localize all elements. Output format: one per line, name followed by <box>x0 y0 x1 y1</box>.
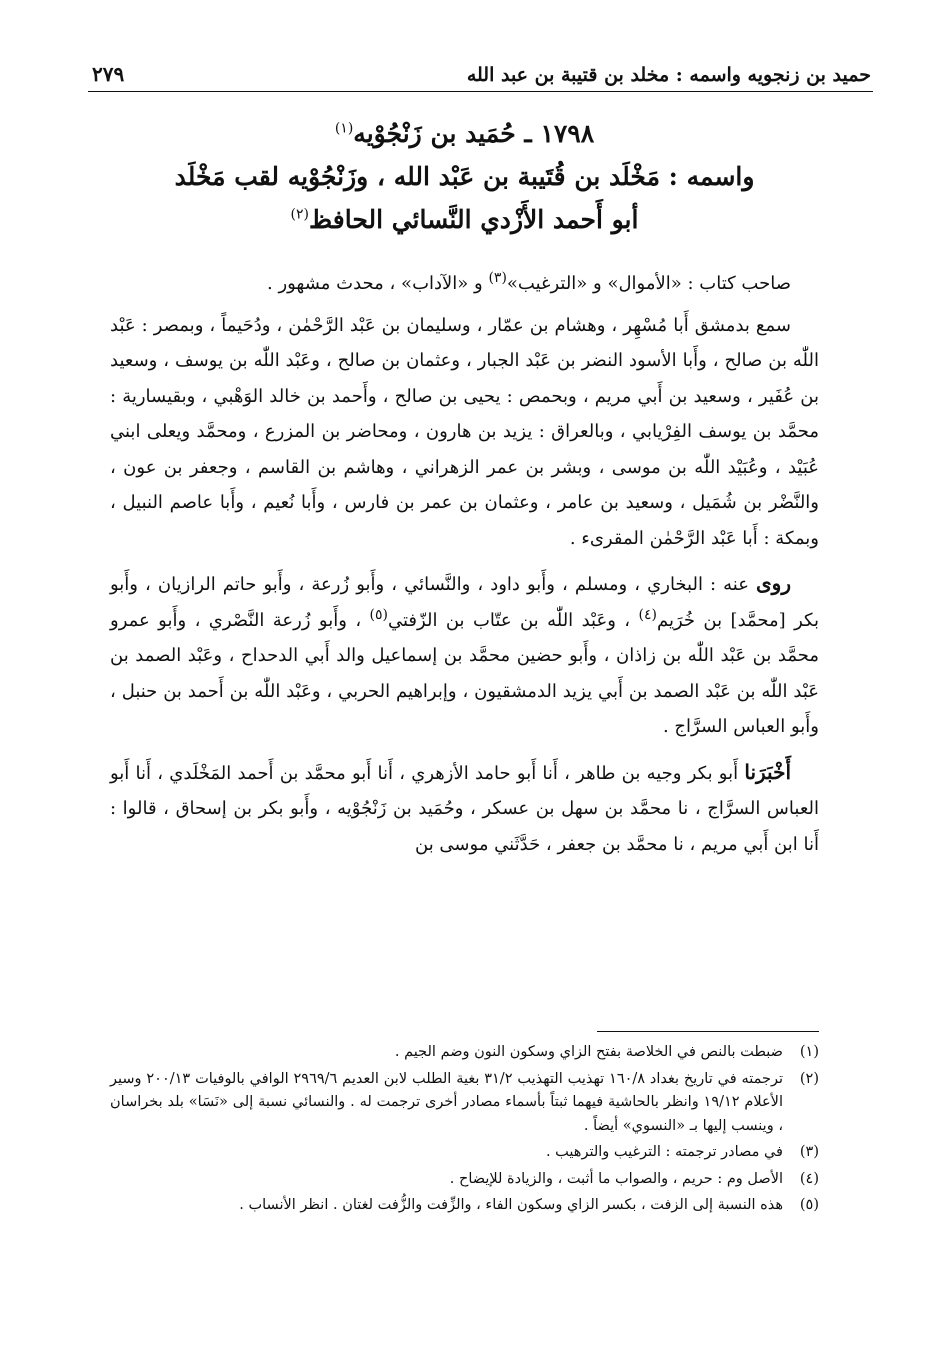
running-header <box>92 52 871 86</box>
header-rule <box>88 91 873 92</box>
page-number: ٢٧٩ <box>92 62 125 86</box>
entry-heading <box>110 112 819 241</box>
narrated-text-a: عنه : البخاري ، ومسلم ، وأَبو داود ، والنَّسائي ، وأَبو زُرعة ، وأَبو حاتم الرازيان ، وأَبو بكر [محمَّد] بن خُرَيم <box>110 574 819 631</box>
footnote-number: (٣) <box>799 1144 819 1160</box>
footnote-ref-3: (٣) <box>488 270 507 286</box>
running-title: حميد بن زنجويه واسمه : مخلد بن قتيبة بن عبد الله <box>466 64 871 86</box>
footnote <box>110 1194 819 1218</box>
footnote-text: ضبطت بالنص في الخلاصة بفتح الزاي وسكون النون وضم الجيم . <box>394 1044 783 1060</box>
heading-line-3-text: أبو أَحمد الأَزْدي النَّسائي الحافظ <box>309 205 639 234</box>
footnote-number: (٥) <box>799 1197 819 1213</box>
footnote-number: (١) <box>799 1044 819 1060</box>
footnote <box>110 1168 819 1192</box>
intro-paragraph <box>110 266 819 302</box>
narrated-text-b: ، وعَبْد اللّٰه بن عتّاب بن الزّفتي <box>388 609 639 631</box>
isnad-paragraph <box>110 755 819 863</box>
footnote-ref-2: (٢) <box>290 206 310 223</box>
narrated-lead-word: روى <box>756 571 791 595</box>
main-text <box>110 266 819 872</box>
footnote <box>110 1141 819 1165</box>
informed-text: أَبو بكر وجيه بن طاهر ، أَنا أَبو حامد الأزهري ، أَنا أَبو محمَّد بن أَحمد المَخْلَدي ، أَنا أَبو العباس السرَّاج ، نا محمَّد بن سهل بن عسكر ، وحُمَيد بن زَنْجُوْيه ، وأَبو بكر بن إسحاق ، قالوا : أَنا ابن أَبي مريم ، نا محمَّد بن جعفر ، حَدَّثَني موسى بن <box>110 762 819 855</box>
footnote-separator <box>597 1031 819 1032</box>
footnotes <box>110 1041 819 1221</box>
informed-lead-word: أَخْبَرَنا <box>744 759 791 784</box>
heading-line-1 <box>110 112 819 155</box>
footnote-number: (٤) <box>799 1170 819 1187</box>
students-paragraph <box>110 566 819 745</box>
footnote-ref-1: (١) <box>334 120 354 137</box>
teachers-paragraph: سمع بدمشق أَبا مُسْهِر ، وهشام بن عمّار ، وسليمان بن عَبْد الرَّحْمٰن ، ودُحَيماً ، وبمصر : عَبْد اللّٰه بن صالح ، وأَبا الأسود النضر بن عَبْد الجبار ، وعثمان بن صالح ، وعَبْد اللّٰه بن يوسف ، وسعيد بن عُفَير ، وسعيد بن أَبي مريم ، وبحمص : يحيى بن صالح ، وأَحمد بن خالد الوَهْبي ، وبقيسارية : محمَّد بن يوسف الفِرْيابي ، وبالعراق : يزيد بن هارون ، ومحاضر بن المزرع ، ومحمَّد ويعلى ابني عُبَيْد ، وعُبَيْد اللّٰه بن موسى ، وبشر بن عمر الزهراني ، وهاشم بن القاسم ، وجعفر بن عون ، والنَّضْر بن شُمَيل ، وسعيد بن عامر ، وعثمان بن عمر بن فارس ، وأَبا نُعيم ، وأَبا عاصم النبيل ، وبمكة : أَبا عَبْد الرَّحْمٰن المقرىء . <box>110 314 819 549</box>
intro-text-b: و «الآداب» ، محدث مشهور . <box>267 273 489 294</box>
footnote-number: (٢) <box>799 1070 819 1087</box>
footnote-text: ترجمته في تاريخ بغداد ١٦٠/٨ تهذيب التهذيب ٣١/٢ بغية الطلب لابن العديم ٢٩٦٩/٦ الوافي بالوفيات ٢٠٠/١٣ وسير الأعلام ١٩/١٢ وانظر بالحاشية فيهما ثبتاً بأسماء مصادر أخرى ترجمت له . والنسائي نسبة إلى «نَسَا» بلد بخراسان ، وينسب إليها بـ «النسوي» أيضاً . <box>110 1070 784 1134</box>
footnote-text: في مصادر ترجمته : الترغيب والترهيب . <box>545 1144 783 1160</box>
heading-line-1-text: ١٧٩٨ ـ حُمَيد بن زَنْجُوْيه <box>353 119 595 148</box>
footnote-ref-5: (٥) <box>369 606 388 623</box>
footnote <box>110 1041 819 1065</box>
footnote-text: هذه النسبة إلى الزفت ، بكسر الزاي وسكون الفاء ، والزِّفت والزُّفت لغتان . انظر الأنساب . <box>239 1197 783 1213</box>
heading-line-2: واسمه : مَخْلَد بن قُتَيبة بن عَبْد الله ، وزَنْجُوْيه لقب مَخْلَد <box>174 162 755 191</box>
narrated-text-c: ، وأَبو زُرعة النَّصْري ، وأَبو عمرو محمَّد بن عَبْد اللّٰه بن زاذان ، وأَبو حضين محمَّد بن إسماعيل والد أَبي الدحداح ، وعَبْد الصمد بن عَبْد اللّٰه بن عَبْد الصمد بن أَبي يزيد الدمشقيون ، وإبراهيم الحربي ، وعَبْد اللّٰه بن أَحمد بن حنبل ، وأَبو العباس السرَّاج . <box>110 609 819 737</box>
footnote-ref-4: (٤) <box>638 606 657 623</box>
heading-line-3 <box>110 198 819 241</box>
footnote-text: الأصل وم : حريم ، والصواب ما أثبت ، والزيادة للإيضاح . <box>449 1170 783 1187</box>
intro-text-a: صاحب كتاب : «الأموال» و «الترغيب» <box>506 273 791 294</box>
footnote <box>110 1068 819 1139</box>
